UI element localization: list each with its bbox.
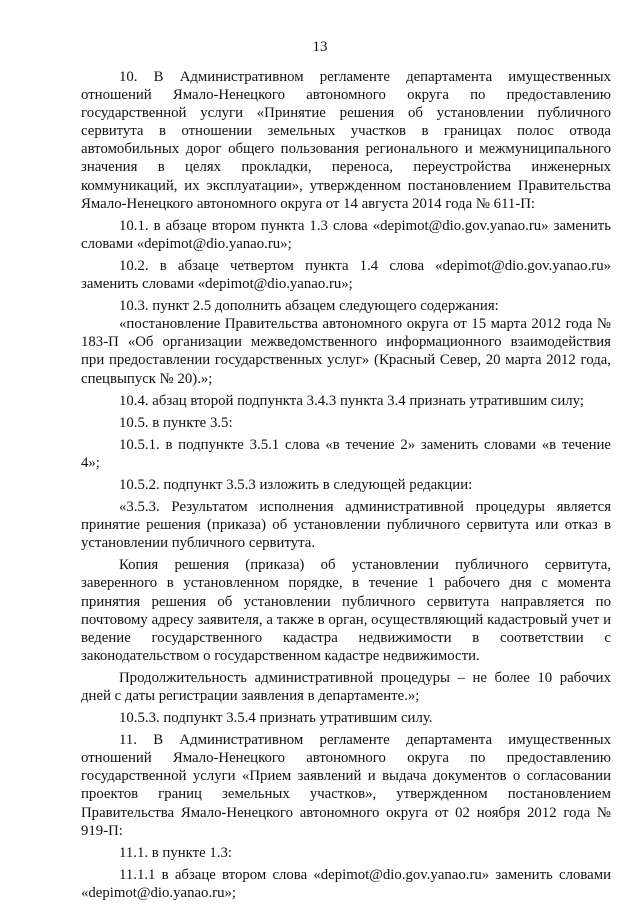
paragraph-11: 11. В Административном регламенте департамента имущественных отношений Ямало-Ненецкого автономного округа по предоставлению государственной услуги «Прием заявлений и выдача документов о согласовании проектов границ земельных участков», утвержденном постановлением Правительства Ямало-Ненецкого автономного округа от 02 ноября 2012 года № 919-П: (81, 732, 611, 839)
paragraph-10-3-quote: «постановление Правительства автономного округа от 15 марта 2012 года № 183-П «Об организации межведомственного информационного взаимодействия при предоставлении государственных услуг» (Красный Север, 20 марта 2012 года, спецвыпуск № 20).»; (81, 316, 611, 387)
paragraph-10-5-2: 10.5.2. подпункт 3.5.3 изложить в следующей редакции: (119, 476, 473, 493)
paragraph-10-2: 10.2. в абзаце четвертом пункта 1.4 слова «depimot@dio.gov.yanao.ru» заменить словами «depimot@dio.yanao.ru»; (81, 257, 611, 293)
paragraph-10-1: 10.1. в абзаце втором пункта 1.3 слова «depimot@dio.gov.yanao.ru» заменить словами «depimot@dio.yanao.ru»; (81, 217, 611, 252)
paragraph-10-5-1: 10.5.1. в подпункте 3.5.1 слова «в течение 2» заменить словами «в течение 4»; (81, 436, 611, 471)
paragraph-11-1-1: 11.1.1 в абзаце втором слова «depimot@dio.gov.yanao.ru» заменить словами «depimot@dio.yanao.ru»; (81, 866, 611, 901)
paragraph-11-1: 11.1. в пункте 1.3: (119, 844, 232, 861)
paragraph-10-3: 10.3. пункт 2.5 дополнить абзацем следующего содержания: (119, 298, 499, 315)
paragraph-duration: Продолжительность административной процедуры – не более 10 рабочих дней с даты регистрации заявления в департаменте.»; (81, 669, 611, 704)
paragraph-10-4: 10.4. абзац второй подпункта 3.4.3 пункта 3.4 признать утратившим силу; (119, 392, 584, 409)
page-number: 13 (312, 39, 328, 55)
paragraph-10: 10. В Административном регламенте департамента имущественных отношений Ямало-Ненецкого автономного округа по предоставлению государственной услуги «Принятие решения об установлении публичного сервитута в отношении земельных участков в границах полос отвода автомобильных дорог общего пользования регионального и межмуниципального значения в целях прокладки, переноса, переустройства инженерных коммуникаций, их эксплуатации», утвержденном постановлением Правительства Ямало-Ненецкого автономного округа от 14 августа 2014 года № 611-П: (81, 69, 611, 212)
paragraph-3-5-3: «3.5.3. Результатом исполнения административной процедуры является принятие решения (приказа) об установлении публичного сервитута или отказ в установлении публичного сервитута. (81, 499, 611, 552)
paragraph-10-5-3: 10.5.3. подпункт 3.5.4 признать утратившим силу. (119, 710, 433, 727)
document-body (81, 68, 611, 902)
paragraph-10-5: 10.5. в пункте 3.5: (119, 414, 233, 431)
paragraph-copy-decision: Копия решения (приказа) об установлении публичного сервитута, заверенного в установленном порядке, в течение 1 рабочего дня с момента принятия решения об установлении публичного сервитута направляется по почтовому адресу заявителя, а также в орган, осуществляющий кадастровый учет и ведение государственного кадастра недвижимости в соответствии с законодательством о государственном кадастре недвижимости. (81, 557, 611, 664)
